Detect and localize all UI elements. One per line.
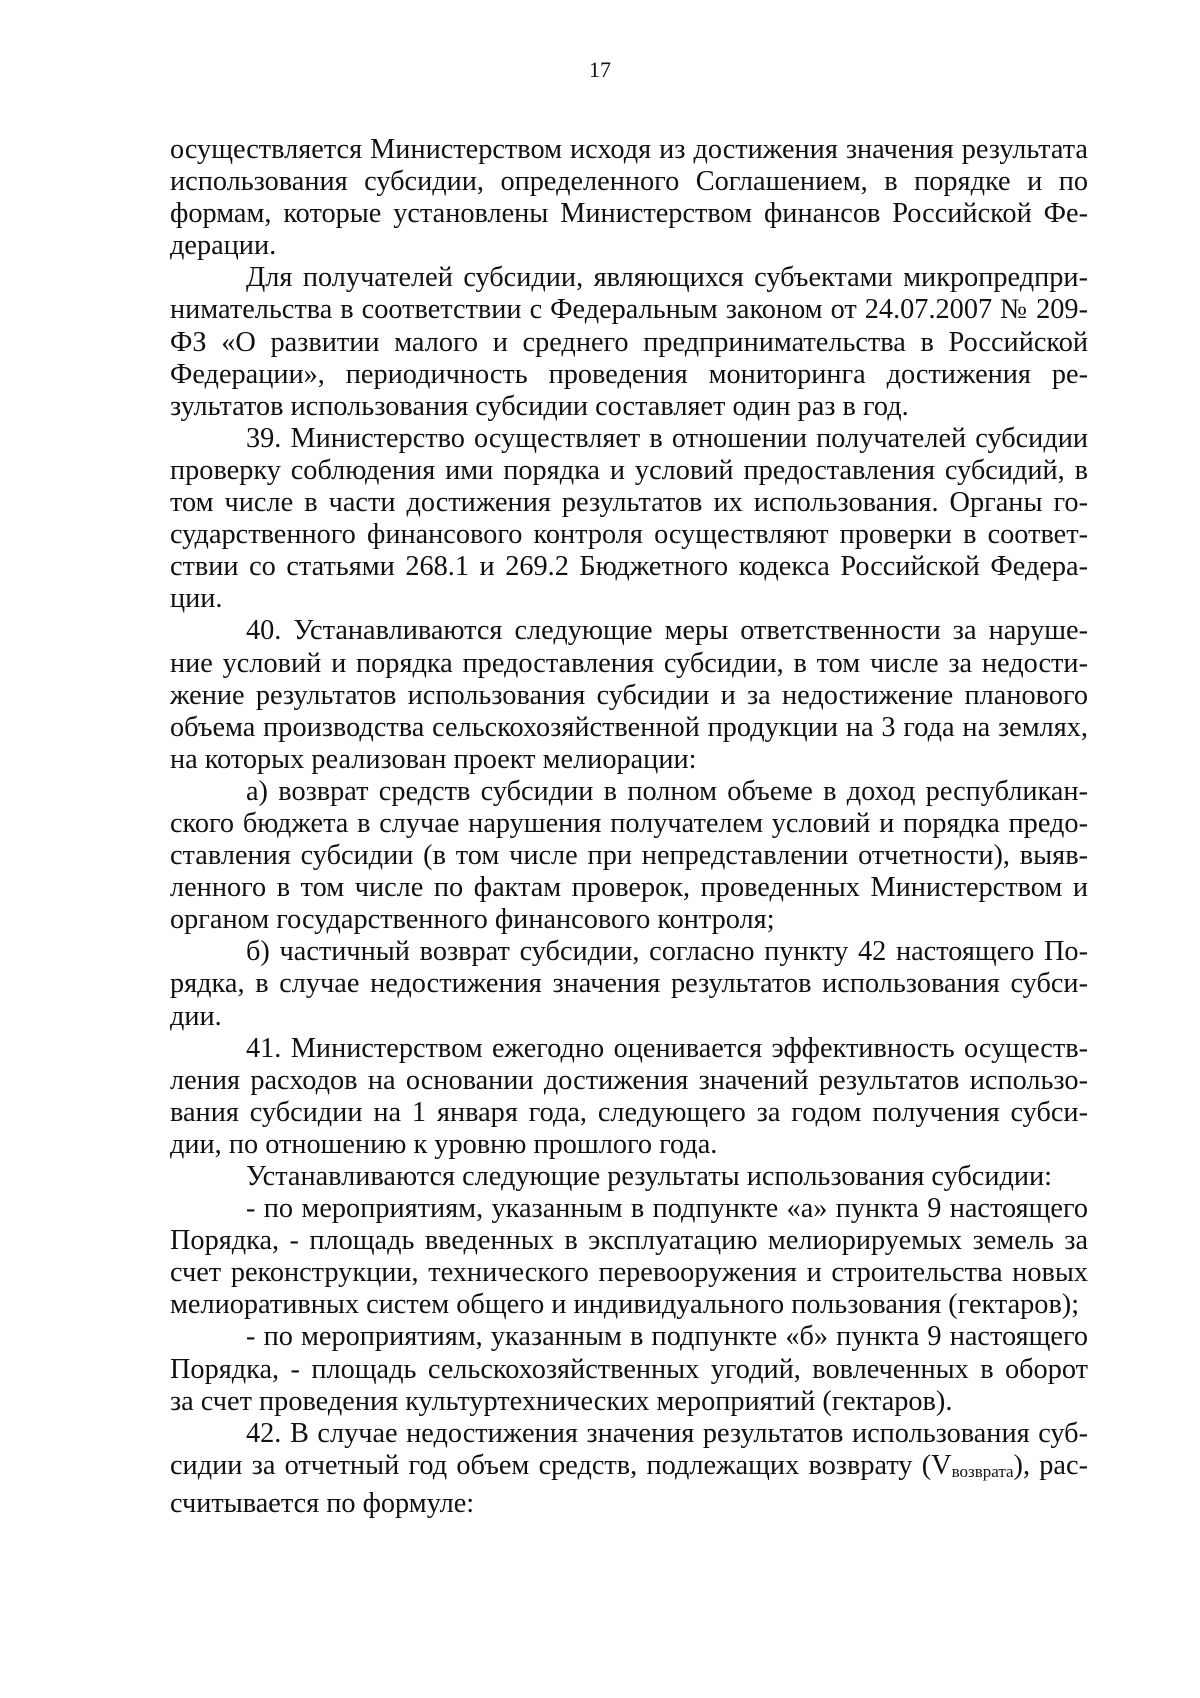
page-number: 17: [589, 57, 611, 82]
document-body: [170, 134, 1088, 1520]
paragraph-42-text-before: 42. В случае недостижения значения результатов использования субсидии за отчетный год объем средств, подлежащих возврату (V: [170, 1417, 1088, 1481]
paragraph-continuation: осуществляется Министерством исходя из достижения значения результата использования субсидии, определенного Соглашением, в порядке и по формам, которые установлены Министерством финансов Российской Федерации.: [170, 134, 1088, 262]
paragraph-40-a: а) возврат средств субсидии в полном объеме в доход республиканского бюджета в случае нарушения получателем условий и порядка предоставления субсидии (в том числе при непредставлении отчетности), выявленного в том числе по фактам проверок, проведенных Министерством и органом государственного финансового контроля;: [170, 775, 1088, 936]
paragraph-result-b: - по мероприятиям, указанным в подпункте «б» пункта 9 настоящего Порядка, - площадь сельскохозяйственных угодий, вовлеченных в оборот за счет проведения культуртехнических мероприятий (гектаров).: [170, 1321, 1088, 1417]
paragraph-40-b: б) частичный возврат субсидии, согласно пункту 42 настоящего Порядка, в случае недостижения значения результатов использования субсидии.: [170, 936, 1088, 1032]
paragraph-results-intro: Устанавливаются следующие результаты использования субсидии:: [246, 1161, 1053, 1192]
v-return-subscript: возврата: [951, 1461, 1014, 1481]
paragraph-39: 39. Министерство осуществляет в отношении получателей субсидии проверку соблюдения ими порядка и условий предоставления субсидий, в том числе в части достижения результатов их использования. Органы государственного финансового контроля осуществляют проверки в соответствии со статьями 268.1 и 269.2 Бюджетного кодекса Российской Федерации.: [170, 422, 1088, 615]
paragraph-42: [170, 1418, 1088, 1520]
paragraph-microbusiness: Для получателей субсидии, являющихся субъектами микропредпринимательства в соответствии с Федеральным законом от 24.07.2007 № 209-ФЗ «О развитии малого и среднего предпринимательства в Российской Федерации», периодичность проведения мониторинга достижения результатов использования субсидии составляет один раз в год.: [170, 262, 1088, 422]
paragraph-41: 41. Министерством ежегодно оценивается эффективность осуществления расходов на основании достижения значений результатов использования субсидии на 1 января года, следующего за годом получения субсидии, по отношению к уровню прошлого года.: [170, 1032, 1088, 1160]
paragraph-40: 40. Устанавливаются следующие меры ответственности за нарушение условий и порядка предоставления субсидии, в том числе за недостижение результатов использования субсидии и за недостижение планового объема производства сельскохозяйственной продукции на 3 года на землях, на которых реализован проект мелиорации:: [170, 615, 1088, 775]
paragraph-42-text-after: ), рассчитывается по формуле:: [170, 1449, 1088, 1519]
paragraph-result-a: - по мероприятиям, указанным в подпункте «а» пункта 9 настоящего Порядка, - площадь введенных в эксплуатацию мелиорируемых земель за счет реконструкции, технического перевооружения и строительства новых мелиоративных систем общего и индивидуального пользования (гектаров);: [170, 1193, 1088, 1321]
